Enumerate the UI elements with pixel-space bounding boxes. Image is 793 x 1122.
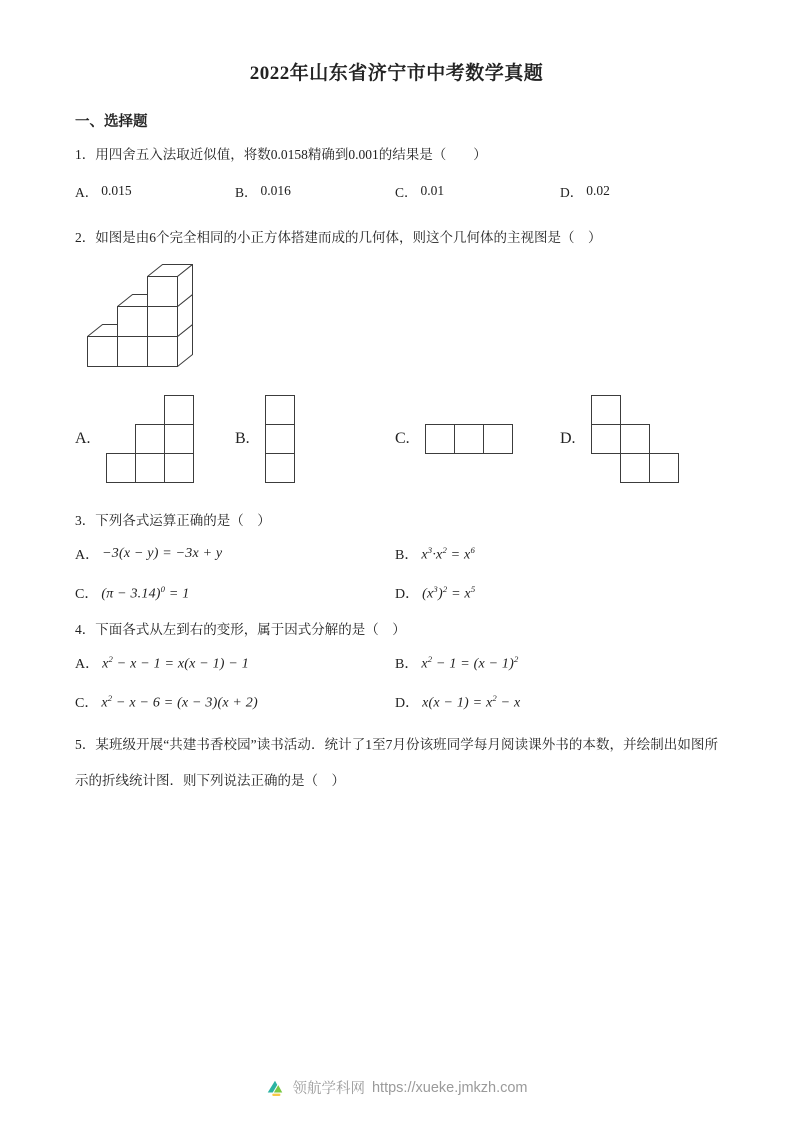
- q2-option-a-diagram: [106, 395, 194, 483]
- q2-option-c-label: C.: [395, 430, 410, 447]
- q4-option-a-expression: $x^2 - x - 1 = x(x - 1) - 1$: [102, 653, 249, 672]
- footer: [0, 1077, 793, 1098]
- q4-option-c-label: C．: [75, 696, 99, 711]
- q3-text: 3．下列各式运算正确的是（ ）: [75, 513, 271, 528]
- q1-option-b-label: B．: [235, 185, 258, 200]
- q2-option-b-label: B.: [235, 430, 250, 447]
- q3-option-a-expression: −3(x − y) = −3x + y: [102, 546, 223, 561]
- q3-option-a-label: A．: [75, 548, 100, 563]
- q3-option-c-expression: $(\pi - 3.14)^0 = 1$: [101, 583, 190, 602]
- q1-options: [75, 181, 718, 201]
- q4-option-a-label: A．: [75, 657, 100, 672]
- q4-option-c-expression: $x^2 - x - 6 = (x - 3)(x + 2)$: [101, 692, 258, 711]
- q2-option-b: [235, 395, 395, 483]
- q3-option-d-label: D．: [395, 587, 420, 602]
- q3-option-a: [75, 544, 395, 564]
- q2-option-a-label: A.: [75, 430, 91, 447]
- q4-option-b-expression: $x^2 - 1 = (x - 1)^2$: [421, 653, 519, 672]
- q1-option-b: [235, 181, 395, 201]
- q2-option-d-label: D.: [560, 430, 576, 447]
- q4-option-c: [75, 692, 395, 712]
- q4-options: [75, 653, 718, 712]
- page-title: 2022年山东省济宁市中考数学真题: [249, 63, 544, 84]
- q2-figure-3d: [86, 263, 206, 369]
- q1-option-d-label: D．: [560, 185, 584, 200]
- footer-site-name: 领航学科网: [292, 1081, 365, 1097]
- q2-option-d: [560, 395, 718, 483]
- q3-options: [75, 544, 718, 603]
- q3-option-c: [75, 583, 395, 603]
- q1-option-a: [75, 181, 235, 201]
- q2-option-c-diagram: [425, 424, 513, 454]
- q1-option-c: [395, 181, 560, 201]
- q4-option-b-label: B．: [395, 657, 419, 672]
- q3-option-b-expression: $x^3\cdot x^2 = x^6$: [421, 544, 475, 563]
- q3-option-d-expression: $(x^3)^2 = x^5$: [422, 583, 476, 602]
- q1-option-c-label: C．: [395, 185, 418, 200]
- q2-option-b-diagram: [265, 395, 295, 483]
- q1-option-d-value: 0.02: [586, 183, 610, 198]
- q2-text: 2．如图是由6个完全相同的小正方体搭建而成的几何体，则这个几何体的主视图是（ ）: [75, 230, 602, 245]
- q1-option-d: [560, 181, 718, 201]
- q4-text: 4．下面各式从左到右的变形，属于因式分解的是（ ）: [75, 622, 406, 637]
- q4-option-d: [395, 692, 718, 712]
- q3-option-b: [395, 544, 718, 564]
- q4-option-d-expression: $x(x - 1) = x^2 - x$: [422, 692, 521, 711]
- q3-option-b-label: B．: [395, 548, 419, 563]
- q3-option-c-label: C．: [75, 587, 99, 602]
- q2-option-a: [75, 395, 235, 483]
- q4-option-b: [395, 653, 718, 673]
- footer-url: https://xueke.jmkzh.com: [371, 1079, 528, 1096]
- q1-option-a-label: A．: [75, 185, 99, 200]
- q1-option-b-value: 0.016: [260, 183, 291, 198]
- q1-option-c-value: 0.01: [420, 183, 445, 198]
- q4-option-a: [75, 653, 395, 673]
- section-heading: 一、选择题: [75, 114, 148, 130]
- q1-text: 1．用四舍五入法取近似值，将数0.0158精确到0.001的结果是（ ）: [75, 147, 487, 162]
- q2-option-c: [395, 424, 560, 454]
- q5-text: 5．某班级开展“共建书香校园”读书活动．统计了1至7月份该班同学每月阅读课外书的本数，并绘制出如图所示的折线统计图．则下列说法正确的是（ ）: [75, 737, 718, 788]
- q2-option-d-diagram: [591, 395, 679, 483]
- q1-option-a-value: 0.015: [101, 183, 132, 198]
- q2-options: [75, 395, 718, 483]
- site-logo-icon: [265, 1078, 285, 1098]
- q4-option-d-label: D．: [395, 696, 420, 711]
- q3-option-d: [395, 583, 718, 603]
